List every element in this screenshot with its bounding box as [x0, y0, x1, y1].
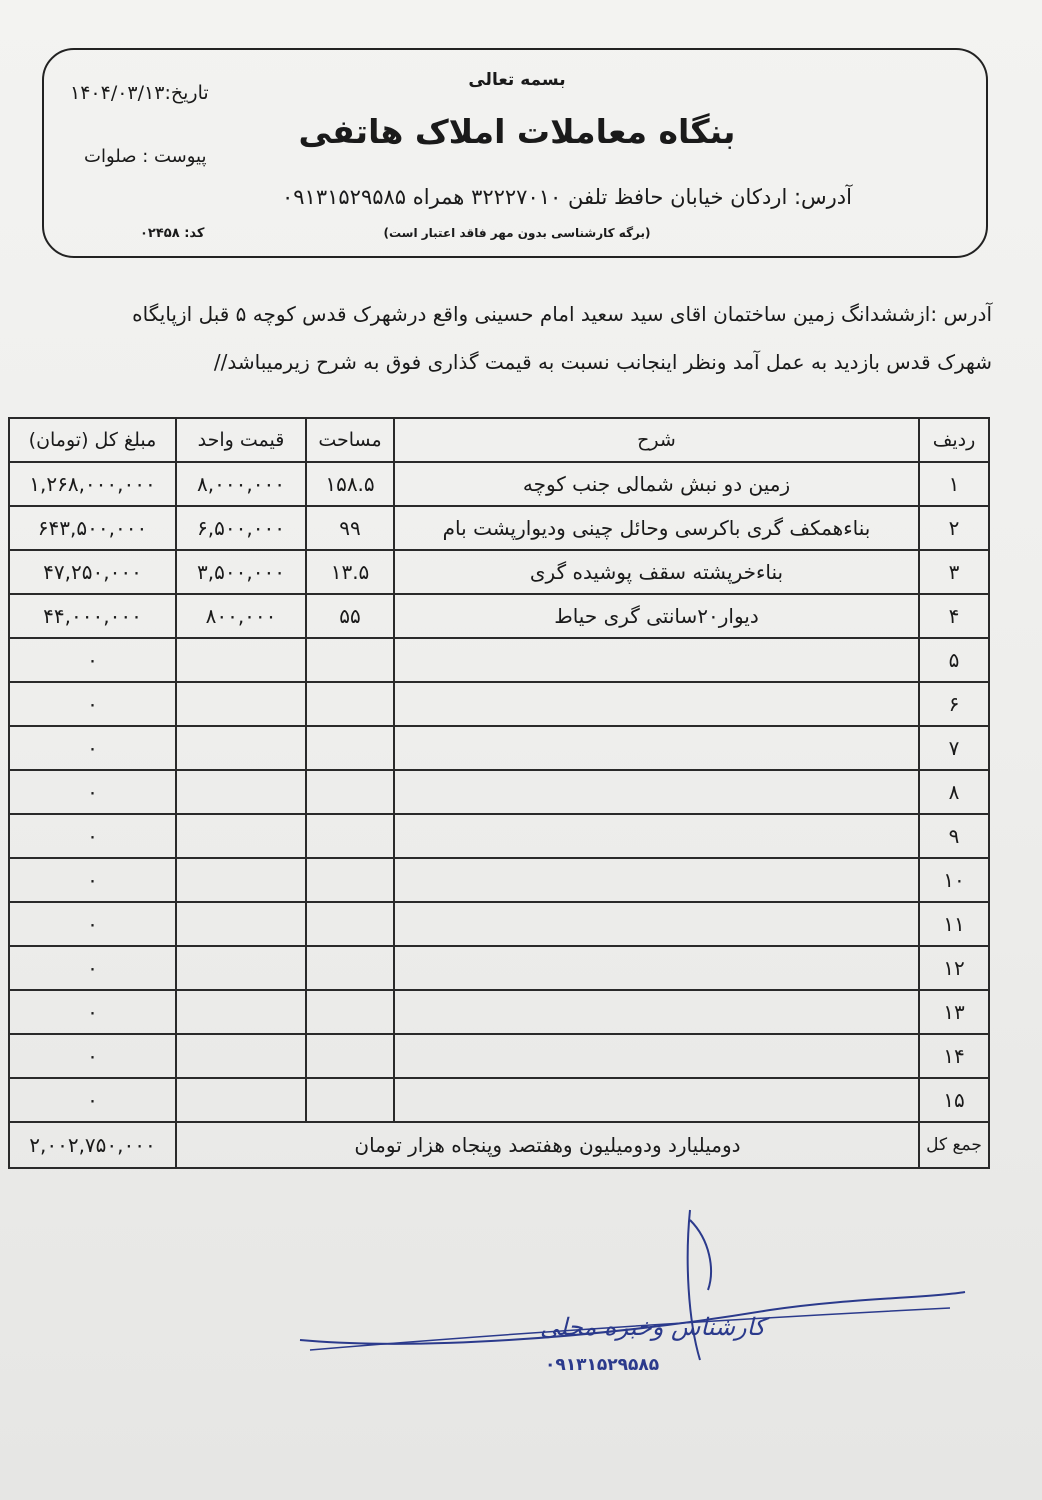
- row-description: دیوار۲۰سانتی گری حیاط: [394, 594, 919, 638]
- row-unit-price: [176, 902, 306, 946]
- row-number: ۱۳: [919, 990, 989, 1034]
- row-description: [394, 770, 919, 814]
- table-row: [9, 682, 989, 726]
- table-row: [9, 814, 989, 858]
- row-number: ۴: [919, 594, 989, 638]
- validity-notice: (برگه کارشناسی بدون مهر فاقد اعتبار است): [383, 226, 651, 240]
- row-area: [306, 682, 394, 726]
- table-row: [9, 638, 989, 682]
- row-unit-price: [176, 1034, 306, 1078]
- row-total: ۰: [9, 902, 176, 946]
- table-row: [9, 858, 989, 902]
- row-description: [394, 1034, 919, 1078]
- row-total: ۴۴,۰۰۰,۰۰۰: [9, 594, 176, 638]
- row-total: ۱,۲۶۸,۰۰۰,۰۰۰: [9, 462, 176, 506]
- row-description: [394, 726, 919, 770]
- table-row: [9, 550, 989, 594]
- total-label: جمع کل: [919, 1122, 989, 1168]
- header-description: شرح: [394, 418, 919, 462]
- row-total: ۰: [9, 814, 176, 858]
- row-area: [306, 770, 394, 814]
- row-area: ۵۵: [306, 594, 394, 638]
- row-total: ۰: [9, 726, 176, 770]
- row-description: [394, 1078, 919, 1122]
- row-number: ۷: [919, 726, 989, 770]
- row-unit-price: [176, 858, 306, 902]
- total-in-words: دومیلیارد ودومیلیون وهفتصد وپنجاه هزار تومان: [176, 1122, 919, 1168]
- company-name: بنگاه معاملات املاک هاتفی: [298, 112, 736, 151]
- row-unit-price: [176, 1078, 306, 1122]
- row-description: [394, 814, 919, 858]
- valuation-table: [8, 417, 990, 1169]
- row-area: [306, 1034, 394, 1078]
- table-row: [9, 506, 989, 550]
- table-header-row: [9, 418, 989, 462]
- row-area: ۹۹: [306, 506, 394, 550]
- date-label: تاریخ:۱۴۰۴/۰۳/۱۳: [70, 82, 209, 104]
- row-description: [394, 638, 919, 682]
- row-unit-price: ۸۰۰,۰۰۰: [176, 594, 306, 638]
- row-number: ۱۲: [919, 946, 989, 990]
- row-number: ۹: [919, 814, 989, 858]
- row-total: ۴۷,۲۵۰,۰۰۰: [9, 550, 176, 594]
- row-area: ۱۵۸.۵: [306, 462, 394, 506]
- row-unit-price: ۳,۵۰۰,۰۰۰: [176, 550, 306, 594]
- address-line: آدرس: اردکان خیابان حافظ تلفن ۳۲۲۲۷۰۱۰ همراه ۰۹۱۳۱۵۲۹۵۸۵: [281, 185, 852, 209]
- row-total: ۰: [9, 770, 176, 814]
- row-area: [306, 858, 394, 902]
- row-area: [306, 726, 394, 770]
- row-total: ۰: [9, 638, 176, 682]
- row-total: ۰: [9, 1034, 176, 1078]
- header-row-number: ردیف: [919, 418, 989, 462]
- intro-line-1: آدرس :ازششدانگ زمین ساختمان اقای سید سعید امام حسینی واقع درشهرک قدس کوچه ۵ قبل ازپایگاه: [132, 302, 992, 326]
- table-row: [9, 726, 989, 770]
- row-number: ۱: [919, 462, 989, 506]
- row-area: [306, 638, 394, 682]
- row-unit-price: ۶,۵۰۰,۰۰۰: [176, 506, 306, 550]
- row-description: [394, 946, 919, 990]
- row-total: ۰: [9, 858, 176, 902]
- row-unit-price: [176, 770, 306, 814]
- header-unit-price: قیمت واحد: [176, 418, 306, 462]
- row-area: [306, 990, 394, 1034]
- signature-phone: ۰۹۱۳۱۵۲۹۵۸۵: [545, 1355, 660, 1375]
- row-number: ۶: [919, 682, 989, 726]
- row-unit-price: [176, 814, 306, 858]
- table-row: [9, 990, 989, 1034]
- row-description: بناءهمکف گری باکرسی وحائل چینی ودیوارپشت بام: [394, 506, 919, 550]
- row-area: [306, 1078, 394, 1122]
- table-row: [9, 1078, 989, 1122]
- row-description: زمین دو نبش شمالی جنب کوچه: [394, 462, 919, 506]
- table-row: [9, 946, 989, 990]
- row-total: ۰: [9, 682, 176, 726]
- row-unit-price: [176, 990, 306, 1034]
- row-total: ۰: [9, 946, 176, 990]
- total-amount: ۲,۰۰۲,۷۵۰,۰۰۰: [9, 1122, 176, 1168]
- table-row: [9, 1034, 989, 1078]
- table-row: [9, 770, 989, 814]
- row-unit-price: ۸,۰۰۰,۰۰۰: [176, 462, 306, 506]
- bismillah: بسمه تعالی: [468, 70, 566, 90]
- signature: [290, 1200, 980, 1380]
- row-number: ۲: [919, 506, 989, 550]
- row-unit-price: [176, 726, 306, 770]
- row-total: ۰: [9, 1078, 176, 1122]
- row-number: ۸: [919, 770, 989, 814]
- signature-drawing: [290, 1200, 980, 1380]
- row-unit-price: [176, 946, 306, 990]
- row-area: [306, 814, 394, 858]
- row-description: [394, 682, 919, 726]
- header-total: مبلغ کل (تومان): [9, 418, 176, 462]
- letterhead: [42, 48, 988, 258]
- row-description: [394, 858, 919, 902]
- header-area: مساحت: [306, 418, 394, 462]
- row-description: [394, 902, 919, 946]
- row-total: ۶۴۳,۵۰۰,۰۰۰: [9, 506, 176, 550]
- row-number: ۱۱: [919, 902, 989, 946]
- row-number: ۵: [919, 638, 989, 682]
- intro-line-2: شهرک قدس بازدید به عمل آمد ونظر اینجانب نسبت به قیمت گذاری فوق به شرح زیرمیباشد//: [213, 350, 992, 374]
- attachment-label: پیوست : صلوات: [84, 146, 207, 167]
- code-label: کد: ۰۲۴۵۸: [140, 226, 205, 241]
- signature-title: کارشناس وخبره محلی: [540, 1313, 766, 1341]
- table-row: [9, 462, 989, 506]
- row-unit-price: [176, 638, 306, 682]
- row-description: بناءخرپشته سقف پوشیده گری: [394, 550, 919, 594]
- table-row: [9, 594, 989, 638]
- total-row: [9, 1122, 989, 1168]
- row-number: ۳: [919, 550, 989, 594]
- row-area: [306, 946, 394, 990]
- row-unit-price: [176, 682, 306, 726]
- row-number: ۱۵: [919, 1078, 989, 1122]
- table-row: [9, 902, 989, 946]
- row-number: ۱۴: [919, 1034, 989, 1078]
- row-description: [394, 990, 919, 1034]
- row-area: ۱۳.۵: [306, 550, 394, 594]
- row-total: ۰: [9, 990, 176, 1034]
- row-area: [306, 902, 394, 946]
- row-number: ۱۰: [919, 858, 989, 902]
